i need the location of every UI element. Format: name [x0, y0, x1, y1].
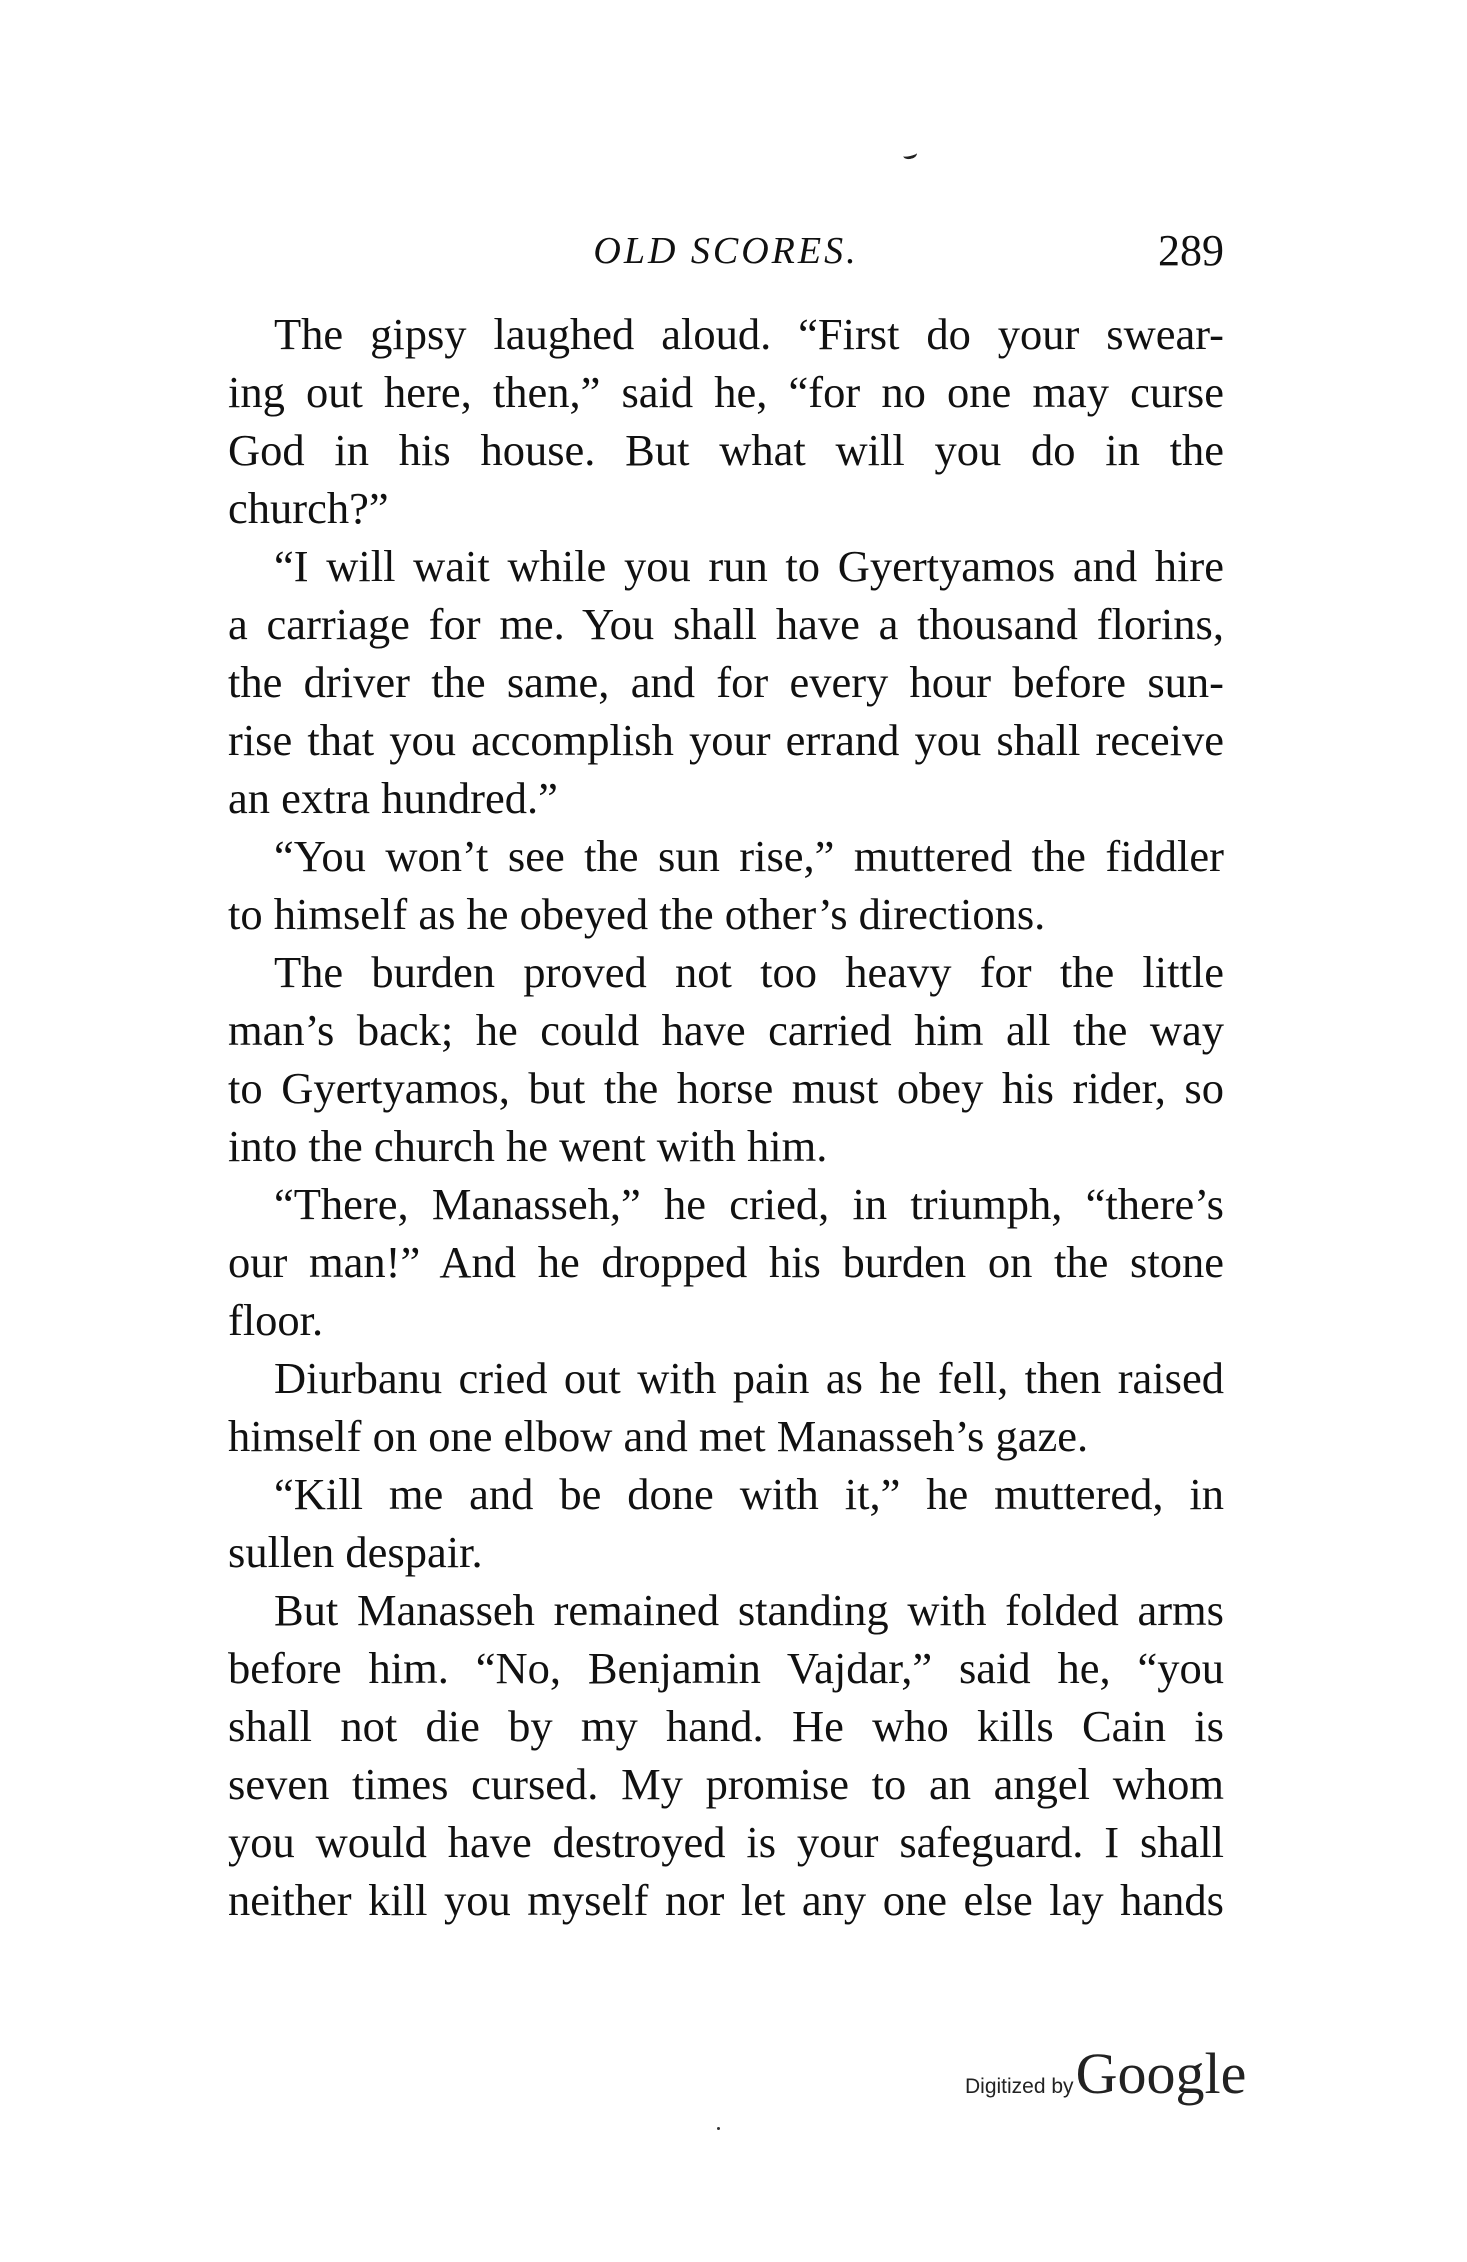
text-line: “There, Manasseh,” he cried, in triumph, “there’s [274, 1179, 1224, 1229]
digitized-label: Digitized by [965, 2075, 1074, 2098]
page-number: 289 [1158, 226, 1224, 275]
text-line: God in his house. But what will you do in the [228, 425, 1224, 475]
google-logo: Google [1075, 2041, 1247, 2106]
text-line: an extra hundred.” [228, 773, 558, 823]
text-line: to himself as he obeyed the other’s directions. [228, 889, 1046, 939]
text-line: the driver the same, and for every hour before sun- [228, 657, 1224, 707]
text-line: a carriage for me. You shall have a thousand florins, [228, 599, 1224, 649]
text-line: to Gyertyamos, but the horse must obey his rider, so [228, 1063, 1224, 1113]
text-line: “Kill me and be done with it,” he muttered, in [274, 1469, 1224, 1519]
running-head [228, 225, 1224, 285]
text-line: Diurbanu cried out with pain as he fell, then raised [274, 1353, 1224, 1403]
text-line: neither kill you myself nor let any one else lay hands [228, 1875, 1224, 1925]
text-line: our man!” And he dropped his burden on the stone [228, 1237, 1224, 1287]
body-text [228, 305, 1224, 1929]
text-line: himself on one elbow and met Manasseh’s gaze. [228, 1411, 1089, 1461]
text-line: seven times cursed. My promise to an angel whom [228, 1759, 1224, 1809]
text-line: The burden proved not too heavy for the little [274, 947, 1224, 997]
text-line: man’s back; he could have carried him all the way [228, 1005, 1224, 1055]
text-line: shall not die by my hand. He who kills Cain is [228, 1701, 1224, 1751]
text-line: But Manasseh remained standing with folded arms [274, 1585, 1224, 1635]
text-line: The gipsy laughed aloud. “First do your swear- [274, 309, 1224, 359]
ink-mark [902, 149, 918, 161]
text-line: sullen despair. [228, 1527, 483, 1577]
text-line: floor. [228, 1295, 324, 1345]
scan-speck [717, 2127, 720, 2130]
text-line: “You won’t see the sun rise,” muttered the fiddler [274, 831, 1224, 881]
text-line: you would have destroyed is your safeguard. I shall [228, 1817, 1224, 1867]
text-line: “I will wait while you run to Gyertyamos and hire [274, 541, 1224, 591]
text-line: ing out here, then,” said he, “for no one may curse [228, 367, 1224, 417]
digitized-by-google-watermark [965, 2040, 1246, 2107]
running-title: OLD SCORES. [593, 230, 859, 272]
text-line: church?” [228, 483, 389, 533]
text-line: before him. “No, Benjamin Vajdar,” said he, “you [228, 1643, 1224, 1693]
text-line: into the church he went with him. [228, 1121, 828, 1171]
text-line: rise that you accomplish your errand you shall receive [228, 715, 1224, 765]
